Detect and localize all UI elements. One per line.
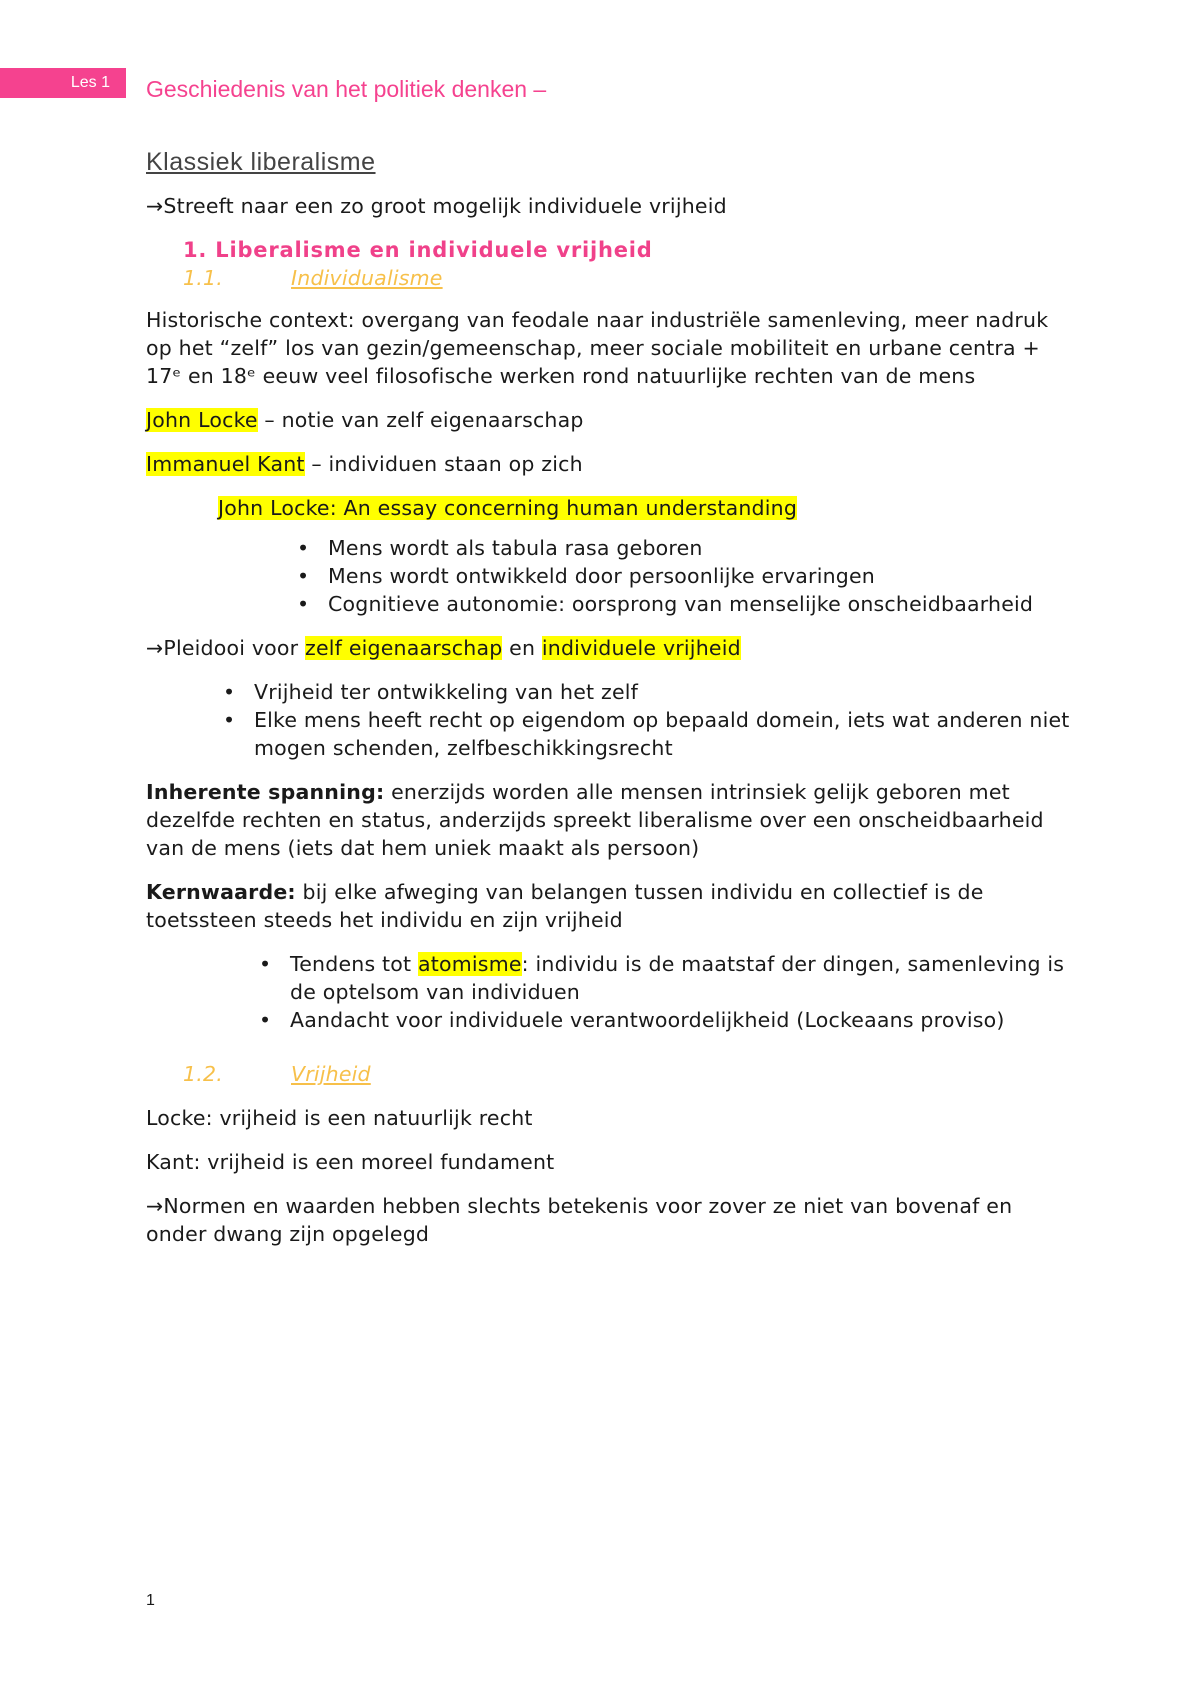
locke-name: John Locke xyxy=(146,408,258,432)
pleidooi-highlight-2: individuele vrijheid xyxy=(541,636,741,660)
kant-name: Immanuel Kant xyxy=(146,452,305,476)
list-item: • Aandacht voor individuele verantwoordelijkheid (Lockeaans proviso) xyxy=(254,1006,1076,1034)
essay-title: John Locke: An essay concerning human understanding xyxy=(218,496,798,520)
kernwaarde-label: Kernwaarde: xyxy=(146,880,296,904)
kernwaarde-list xyxy=(254,950,1076,1034)
subsection-title: Vrijheid xyxy=(291,1062,371,1086)
pleidooi-prefix: →Pleidooi voor xyxy=(146,636,306,660)
section-heading: 1. Liberalisme en individuele vrijheid xyxy=(183,238,653,262)
locke-vrijheid: Locke: vrijheid is een natuurlijk recht xyxy=(146,1106,533,1130)
atomisme-highlight: atomisme xyxy=(418,952,522,976)
pleidooi-list xyxy=(218,678,1076,762)
intro-line: →Streeft naar een zo groot mogelijk individuele vrijheid xyxy=(146,194,727,218)
kernwaarde-text: bij elke afweging van belangen tussen individu en collectief is de toetssteen steeds het individu en zijn vrijheid xyxy=(146,880,984,932)
essay-list xyxy=(292,534,1076,618)
kant-line xyxy=(146,450,1076,478)
list-item: • Mens wordt ontwikkeld door persoonlijke ervaringen xyxy=(292,562,1076,590)
list-item: • Cognitieve autonomie: oorsprong van menselijke onscheidbaarheid xyxy=(292,590,1076,618)
pleidooi-line xyxy=(146,634,1076,662)
atomisme-prefix: Tendens tot xyxy=(290,952,418,976)
locke-text: – notie van zelf eigenaarschap xyxy=(257,408,584,432)
document-title: Geschiedenis van het politiek denken – xyxy=(146,76,547,102)
subsection-number: 1.2. xyxy=(183,1062,223,1086)
subsection-heading-individualisme xyxy=(183,264,1076,292)
list-item xyxy=(254,950,1076,1006)
normen-paragraph: →Normen en waarden hebben slechts betekenis voor zover ze niet van bovenaf en onder dwang zijn opgelegd xyxy=(146,1194,1013,1246)
subsection-heading-vrijheid xyxy=(183,1060,1076,1088)
spanning-paragraph xyxy=(146,778,1076,862)
historical-context: Historische context: overgang van feodale naar industriële samenleving, meer nadruk op het “zelf” los van gezin/gemeenschap, meer sociale mobiliteit en urbane centra + 17ᵉ en 18ᵉ eeuw veel filosofische werken rond natuurlijke rechten van de mens xyxy=(146,308,1049,388)
pleidooi-mid: en xyxy=(502,636,542,660)
locke-line xyxy=(146,406,1076,434)
kernwaarde-paragraph xyxy=(146,878,1076,934)
pleidooi-highlight-1: zelf eigenaarschap xyxy=(305,636,503,660)
essay-title-line xyxy=(218,494,1076,522)
subsection-number: 1.1. xyxy=(183,266,223,290)
page-body xyxy=(146,148,1076,1264)
atomisme-suffix: : individu is de maatstaf der dingen, samenleving is de optelsom van individuen xyxy=(290,952,1065,1004)
lesson-badge: Les 1 xyxy=(0,68,126,98)
spanning-label: Inherente spanning: xyxy=(146,780,385,804)
subsection-title: Individualisme xyxy=(291,266,443,290)
kant-text: – individuen staan op zich xyxy=(304,452,583,476)
list-item: • Vrijheid ter ontwikkeling van het zelf xyxy=(218,678,1076,706)
spanning-text: enerzijds worden alle mensen intrinsiek gelijk geboren met dezelfde rechten en status, anderzijds spreekt liberalisme over een onscheidbaarheid van de mens (iets dat hem uniek maakt als persoon) xyxy=(146,780,1044,860)
list-item: • Elke mens heeft recht op eigendom op bepaald domein, iets wat anderen niet mogen schenden, zelfbeschikkingsrecht xyxy=(218,706,1076,762)
list-item: • Mens wordt als tabula rasa geboren xyxy=(292,534,1076,562)
page-number: 1 xyxy=(146,1592,155,1609)
kant-vrijheid: Kant: vrijheid is een moreel fundament xyxy=(146,1150,555,1174)
main-heading: Klassiek liberalisme xyxy=(146,148,376,176)
